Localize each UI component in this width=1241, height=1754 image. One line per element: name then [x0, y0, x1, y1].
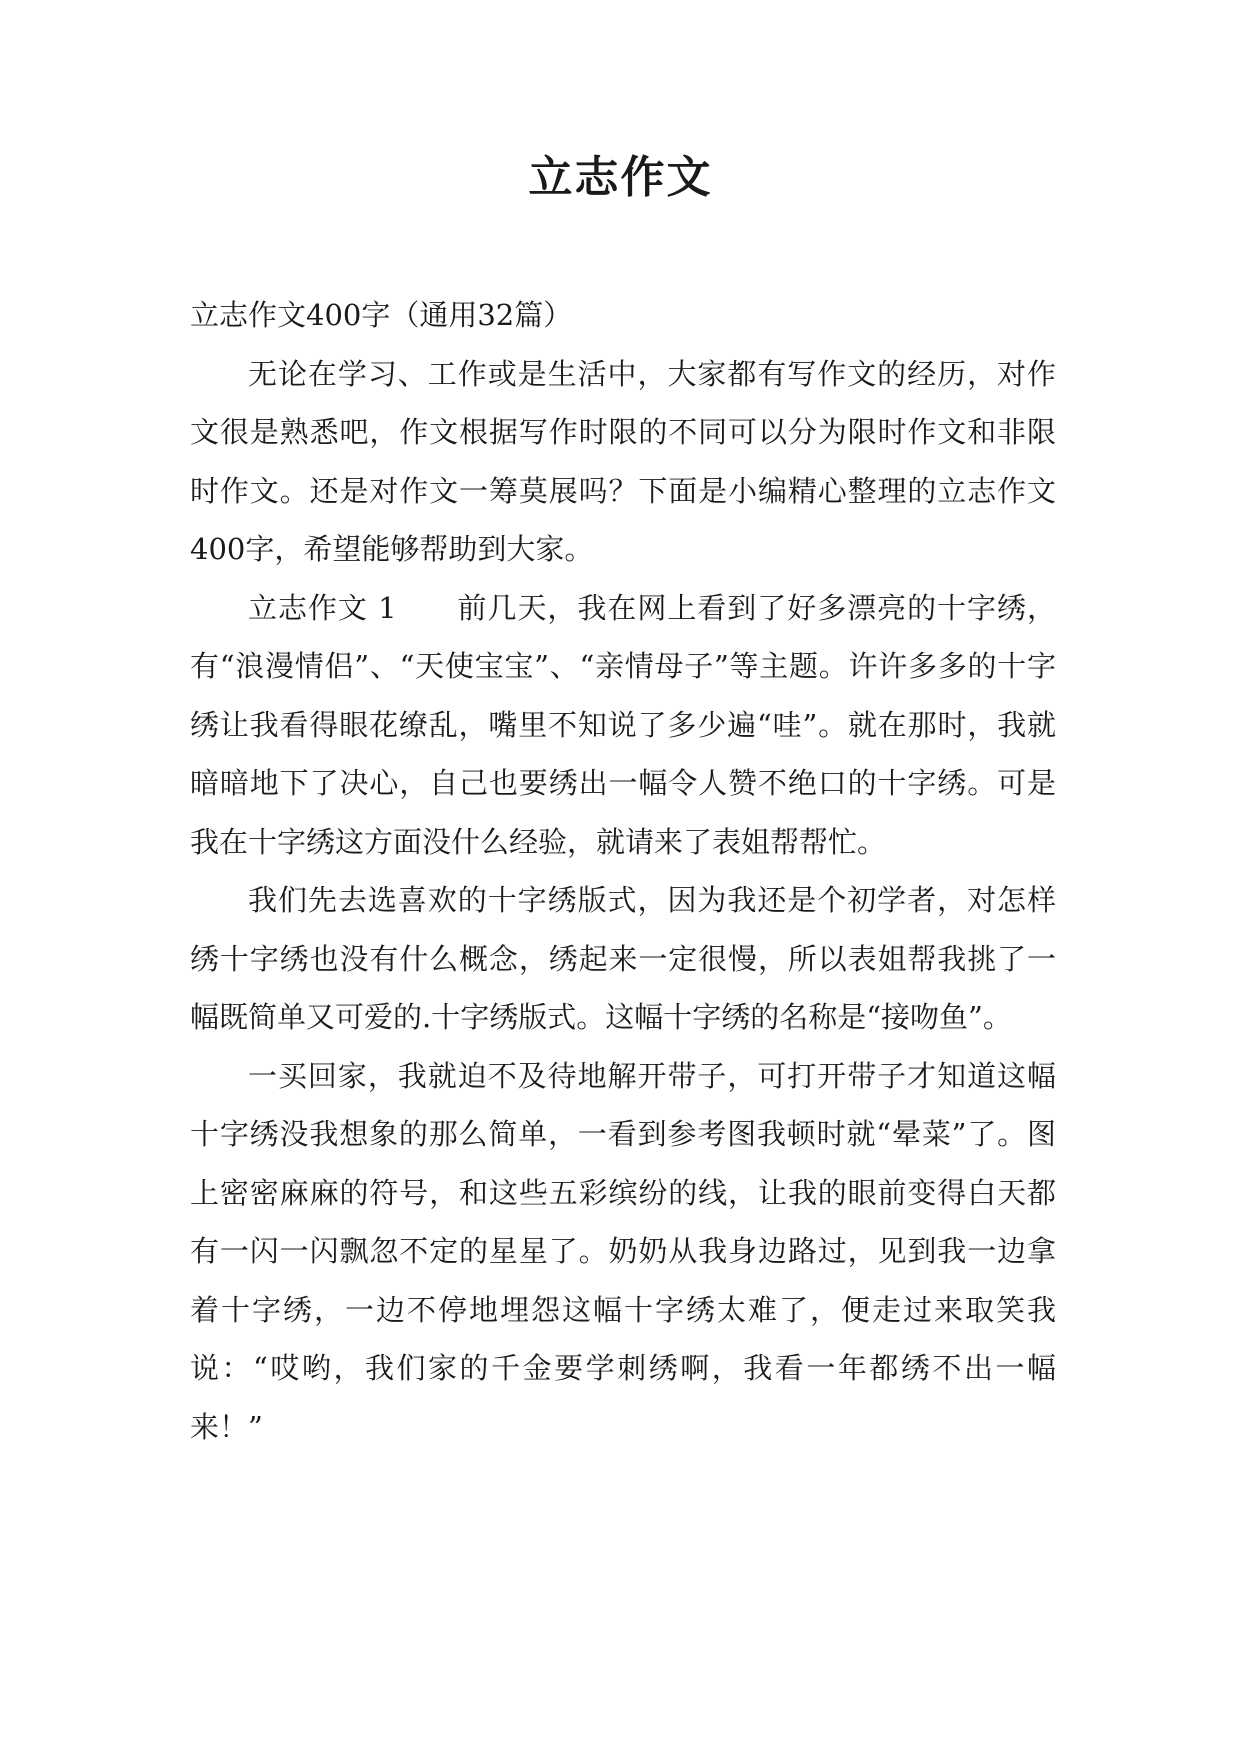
essay-paragraph-1 [190, 579, 1056, 872]
document-subtitle: 立志作文400字（通用32篇） [190, 298, 573, 332]
essay-paragraph-3: 一买回家，我就迫不及待地解开带子，可打开带子才知道这幅十字绣没我想象的那么简单，一看到参考图我顿时就“晕菜”了。图上密密麻麻的符号，和这些五彩缤纷的线，让我的眼前变得白天都有一闪一闪飘忽不定的星星了。奶奶从我身边路过，见到我一边拿着十字绣，一边不停地埋怨这幅十字绣太难了，便走过来取笑我说：“哎哟，我们家的千金要学刺绣啊，我看一年都绣不出一幅来！” [190, 1058, 1056, 1444]
essay-paragraph-2: 我们先去选喜欢的十字绣版式，因为我还是个初学者，对怎样绣十字绣也没有什么概念，绣起来一定很慢，所以表姐帮我挑了一幅既简单又可爱的.十字绣版式。这幅十字绣的名称是“接吻鱼”。 [190, 883, 1056, 1034]
essay-paragraph-1-text: 前几天，我在网上看到了好多漂亮的十字绣，有“浪漫情侣”、“天使宝宝”、“亲情母子”等主题。许许多多的十字绣让我看得眼花缭乱，嘴里不知说了多少遍“哇”。就在那时，我就暗暗地下了决心，自己也要绣出一幅令人赞不绝口的十字绣。可是我在十字绣这方面没什么经验，就请来了表姐帮帮忙。 [190, 590, 1056, 859]
essay-heading: 立志作文 1 [248, 590, 397, 625]
document-body [190, 286, 1056, 1456]
intro-paragraph: 无论在学习、工作或是生活中，大家都有写作文的经历，对作文很是熟悉吧，作文根据写作时限的不同可以分为限时作文和非限时作文。还是对作文一筹莫展吗？下面是小编精心整理的立志作文400字，希望能够帮助到大家。 [190, 356, 1056, 566]
document-title: 立志作文 [528, 152, 713, 203]
